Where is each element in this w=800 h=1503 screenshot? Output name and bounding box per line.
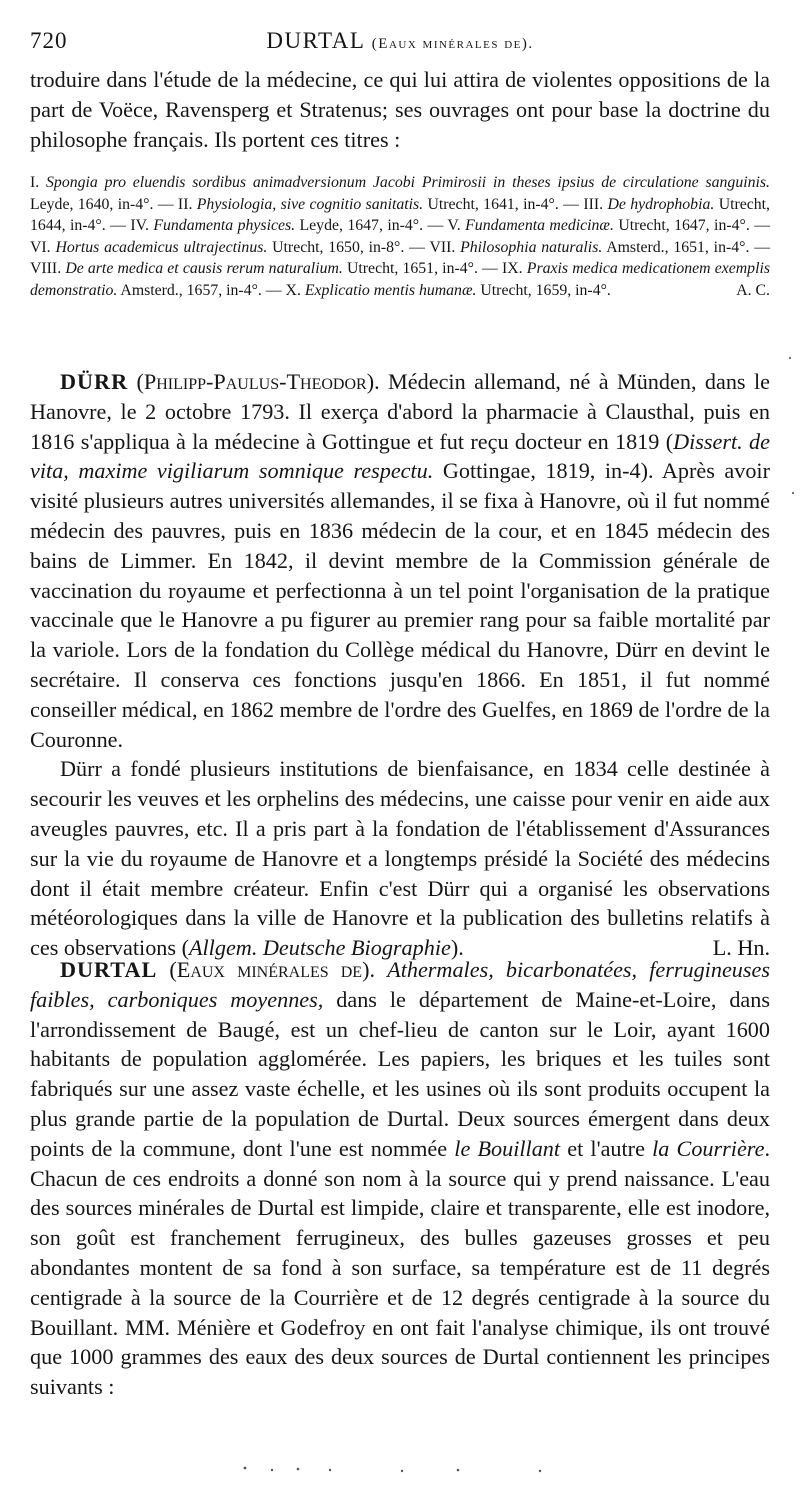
bib-title: De hydrophobia. (607, 195, 715, 213)
entry-durtal-paragraph (30, 955, 770, 1402)
bib-number: I. (30, 174, 47, 191)
entry-text: ). (450, 935, 464, 961)
entry-headword: DURTAL (60, 957, 158, 982)
entry-text: Gottingae, 1819, in-4). Après avoir visité plusieurs autres universités allemandes, il se fixa à Hanovre, où il fut nommé médecin des pauvres, puis en 1836 médecin de la cour, et en 1845 médecin des bains de Limmer. En 1842, il devint membre de la Commission générale de vaccination du royaume et perfectionna à un tel point l'organisation de la pratique vaccinale que le Hanovre a pu figurer au premier rang pour sa faible mortalité par la variole. Lors de la fondation du Collège médical du Hanovre, Dürr en devint le secrétaire. Il conserva ces fonctions jusqu'en 1866. En 1851, il fut nommé conseiller médical, en 1862 membre de l'ordre des Guelfes, en 1869 de l'ordre de la Couronne. (30, 458, 770, 752)
author-signature: L. Hn. (712, 935, 770, 961)
running-title-main: DURTAL (266, 28, 365, 53)
bib-title: Hortus academicus ultrajectinus. (55, 238, 268, 256)
bib-title: Praxis medica medicationem exemplis demonstratio. (30, 260, 771, 299)
continuation-text: troduire dans l'étude de la médecine, ce qui lui attira de violentes oppositions de la part de Voëce, Ravensperg et Stratenus; ses ouvrages ont pour base la doctrine du philosophe français. Ils portent ces titres : (30, 67, 770, 152)
source-name: la Courrière (652, 1135, 765, 1161)
bibliography-block (30, 172, 770, 302)
bib-imprint: Leyde, 1647, in-4°. — V. (295, 217, 466, 235)
bib-title: Fundamenta medicinæ. (465, 217, 614, 235)
entry-durtal (30, 955, 770, 1402)
entry-durr-paragraph-1 (30, 367, 770, 754)
entry-text: Médecin allemand, né à Münden, dans le Hanovre, le 2 octobre 1793. Il exerça d'abord la pharmacie à Clausthal, puis en 1816 s'appliqua à la médecine à Gottingue et fut reçu docteur en 1819 ( (30, 369, 770, 454)
cited-title: Dissert. de vita, maxime vigiliarum somnique respectu. (30, 428, 770, 484)
entry-text: dans le département de Maine-et-Loire, dans l'arrondissement de Baugé, est un chef-lieu de canton sur le Loir, ayant 1600 habitants de population agglomérée. Les papiers, les briques et les tuiles sont fabriqués sur une assez vaste échelle, et les usines où ils sont produits occupent la plus grande partie de la population de Durtal. Deux sources émergent dans deux points de la commune, dont l'une est nommée (30, 986, 770, 1161)
bib-title: Explicatio mentis humanæ. (304, 281, 477, 299)
bib-title: De arte medica et causis rerum naturalium. (65, 260, 343, 278)
cited-title: Allgem. Deutsche Biographie (188, 935, 451, 961)
bib-imprint: Utrecht, 1650, in-8°. — VII. (267, 238, 461, 256)
bib-title: Physiologia, sive cognitio sanitatis. (196, 195, 424, 213)
entry-text: et l'autre (560, 1135, 653, 1161)
bib-imprint: Leyde, 1640, in-4°. — II. (30, 195, 197, 213)
bib-imprint: Amsterd., 1651, in-4°. — VIII. (30, 238, 770, 278)
bib-title: Philosophia naturalis. (460, 238, 603, 256)
entry-text: Dürr a fondé plusieurs institutions de bienfaisance, en 1834 celle destinée à secourir les veuves et les orphelins des médecins, une caisse pour venir en aide aux aveugles pauvres, etc. Il a pris part à la fondation de l'établissement d'Assurances sur la vie du royaume de Hanovre et a longtemps présidé la Société des médecins dont il était membre créateur. Enfin c'est Dürr qui a organisé les observations météorologiques dans la ville de Hanovre et la publication des bulletins relatifs à ces observations ( (30, 756, 770, 961)
bib-title: Spongia pro eluendis sordibus animadversionum Jacobi Primirosii in theses ipsius de circulatione sanguinis. (46, 174, 770, 191)
bib-title: Fundamenta physices. (153, 217, 296, 235)
entry-subtitle: (Eaux minérales de). (169, 957, 376, 982)
entry-headword: DÜRR (60, 369, 129, 394)
water-classification: Athermales, bicarbonatées, ferrugineuses faibles, carboniques moyennes, (30, 957, 770, 1012)
entry-durr-paragraph-2 (30, 754, 770, 963)
source-name: le Bouillant (454, 1135, 561, 1161)
author-signature: A. C. (736, 281, 770, 299)
running-title-sub: (Eaux minérales de). (371, 36, 534, 52)
continuation-paragraph (30, 65, 770, 154)
bib-imprint: Utrecht, 1647, in-4°. — VI. (30, 217, 770, 256)
bib-imprint: Utrecht, 1644, in-4°. — IV. (30, 195, 771, 235)
bib-imprint: Utrecht, 1641, in-4°. — III. (423, 195, 608, 213)
bib-imprint: Amsterd., 1657, in-4°. — X. (117, 281, 305, 299)
entry-text: . Chacun de ces endroits a donné son nom à la source qui y prend naissance. L'eau des sources minérales de Durtal est limpide, claire et transparente, elle est inodore, son goût est franchement ferrugineux, des bulles gazeuses grosses et peu abondantes montent de sa fond à son surface, sa température est de 11 degrés centigrade à la source de la Courrière et de 12 degrés centigrade à la source du Bouillant. MM. Ménière et Godefroy en ont fait l'analyse chimique, ils ont trouvé que 1000 grammes des eaux des deux sources de Durtal contiennent les principes suivants : (30, 1135, 770, 1400)
page-number: 720 (30, 28, 68, 53)
bibliography-text (30, 172, 770, 302)
entry-durr (30, 367, 770, 963)
bib-imprint: Utrecht, 1659, in-4°. (476, 281, 611, 299)
running-title (30, 28, 770, 54)
bib-imprint: Utrecht, 1651, in-4°. — IX. (342, 260, 527, 278)
entry-given-names: (Philipp-Paulus-Theodor). (136, 369, 380, 394)
page-header (30, 28, 770, 62)
